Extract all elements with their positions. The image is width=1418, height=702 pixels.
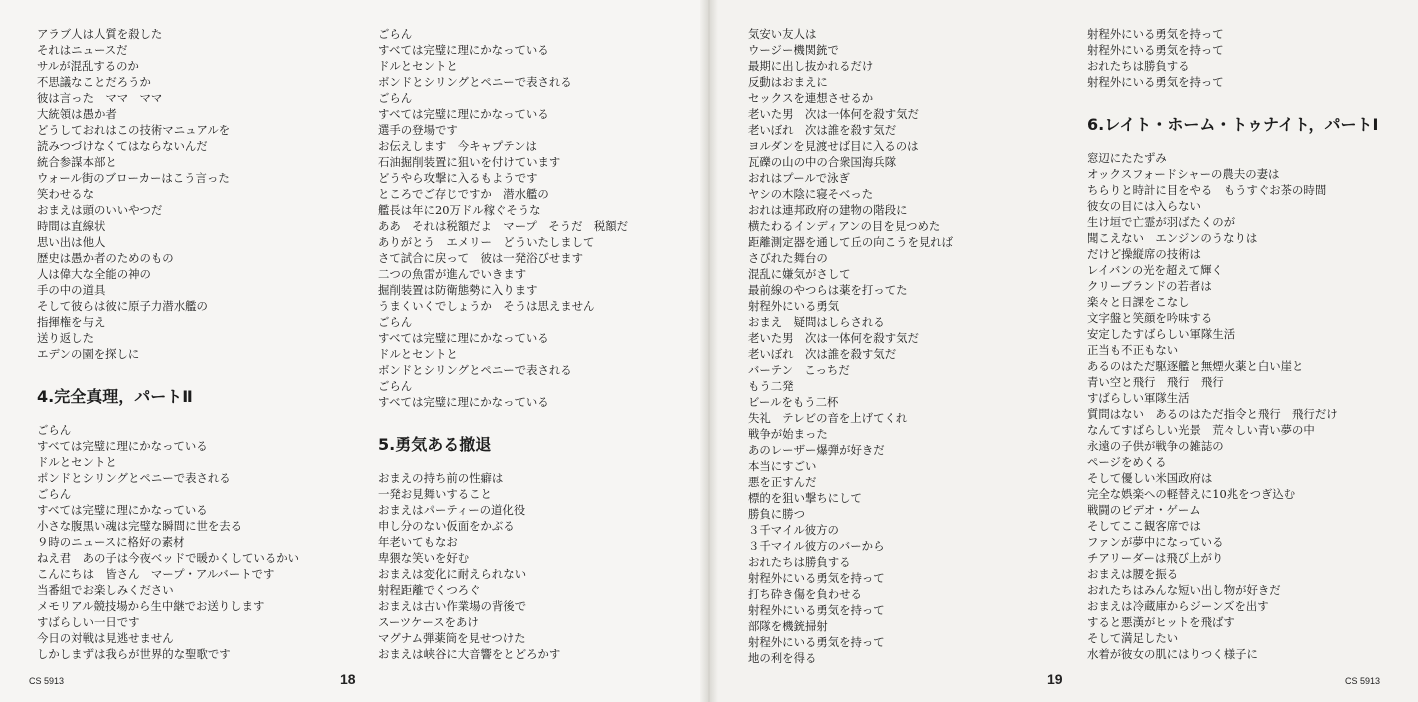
lyric-line: 正当も不正もない <box>1087 343 1179 357</box>
lyric-line: 射程距離でくつろぐ <box>378 583 481 597</box>
lyric-line: 今日の対戦は見逃せません <box>37 631 174 645</box>
lyric-line: ウォール街のブローカーはこう言った <box>37 171 230 185</box>
lyric-line: 射程外にいる勇気を持って <box>748 603 885 617</box>
lyric-line: ああ それは税額だよ マープ そうだ 税額だ <box>378 219 629 233</box>
lyric-line: 青い空と飛行 飛行 飛行 <box>1087 375 1224 389</box>
lyric-line: 射程外にいる勇気を持って <box>1087 27 1224 41</box>
lyric-line: 読みつづけなくてはならないんだ <box>37 139 208 153</box>
lyric-line: 一発お見舞いすること <box>378 487 492 501</box>
lyric-line: ドルとセントと <box>378 347 458 361</box>
lyric-line: 打ち砕き傷を負わせる <box>748 587 862 601</box>
lyric-line: うまくいくでしょうか そうは思えません <box>378 299 595 313</box>
lyric-line: ３千マイル彼方のバーから <box>748 539 885 553</box>
lyric-line: ボンドとシリングとペニーで表される <box>378 75 572 89</box>
lyric-line: 窓辺にたたずみ <box>1087 151 1167 165</box>
lyric-line: おれたちは勝負する <box>1087 59 1190 73</box>
lyric-line: 歴史は愚か者のためのもの <box>37 251 174 265</box>
lyric-line: おまえ 疑問はしらされる <box>748 315 885 329</box>
lyric-line: ３千マイル彼方の <box>748 523 839 537</box>
lyric-line: あるのはただ駆逐艦と無煙火薬と白い崖と <box>1087 359 1304 373</box>
lyric-line: 本当にすごい <box>748 459 817 473</box>
lyric-line: すべては完璧に理にかなっている <box>378 395 549 409</box>
song-title: 6.レイト・ホーム・トゥナイト，パートⅠ <box>1087 115 1379 134</box>
lyric-line: 横たわるインディアンの目を見つめた <box>748 219 941 233</box>
lyric-line: エデンの園を探しに <box>37 347 140 361</box>
lyric-line: おまえは冷蔵庫からジーンズを出す <box>1087 599 1269 613</box>
lyric-line: すばらしい一日です <box>37 615 140 629</box>
lyric-line: 最期に出し抜かれるだけ <box>748 59 874 73</box>
lyric-line: もう二発 <box>748 379 794 393</box>
lyric-line: 小さな腹黒い魂は完璧な瞬間に世を去る <box>37 519 243 533</box>
lyric-line: ポンドとシリングとペニーで表される <box>37 471 231 485</box>
lyric-line: すべては完璧に理にかなっている <box>37 439 208 453</box>
section-gap <box>1087 136 1378 150</box>
lyric-line: 統合参謀本部と <box>37 155 117 169</box>
lyric-line: 思い出は他人 <box>37 235 106 249</box>
lyric-line: 老いた男 次は一体何を殺す気だ <box>748 331 919 345</box>
lyric-line: メモリアル競技場から生中継でお送りします <box>37 599 265 613</box>
lyric-line: 楽々と日課をこなし <box>1087 295 1190 309</box>
lyric-line: 射程外にいる勇気を持って <box>1087 43 1224 57</box>
lyric-line: お伝えします 今キャプテンは <box>378 139 537 153</box>
lyric-line: バーテン こっちだ <box>748 363 850 377</box>
lyric-line: 安定したすばらしい軍隊生活 <box>1087 327 1236 341</box>
lyric-line: 標的を狙い撃ちにして <box>748 491 862 505</box>
lyric-line: 大統領は愚か者 <box>37 107 117 121</box>
page-number-right: 19 <box>1047 671 1063 687</box>
lyric-line: おまえは古い作業場の背後で <box>378 599 527 613</box>
lyric-line: ドルとセントと <box>378 59 458 73</box>
lyric-line: 送り返した <box>37 331 94 345</box>
lyric-line: 質問はない あるのはただ指令と飛行 飛行だけ <box>1087 407 1338 421</box>
lyric-line: 勝負に勝つ <box>748 507 805 521</box>
lyric-line: 戦争が始まった <box>748 427 828 441</box>
section-gap <box>37 362 299 386</box>
lyrics-column-4 <box>1087 26 1378 662</box>
lyric-line: なんてすばらしい光景 荒々しい青い夢の中 <box>1087 423 1315 437</box>
lyric-line: 老いぼれ 次は誰を殺す気だ <box>748 347 897 361</box>
lyric-line: 射程外にいる勇気を持って <box>748 635 885 649</box>
lyric-line: おれたちは勝負する <box>748 555 851 569</box>
lyric-line: レイバンの光を超えて輝く <box>1087 263 1223 277</box>
lyric-line: どうやら攻撃に入るもようです <box>378 171 538 185</box>
lyric-line: ねえ君 あの子は今夜ベッドで暖かくしているかい <box>37 551 299 565</box>
lyric-line: ごらん <box>378 379 413 393</box>
lyric-line: 老いぼれ 次は誰を殺す気だ <box>748 123 897 137</box>
lyric-line: サルが混乱するのか <box>37 59 139 73</box>
lyric-line: 笑わせるな <box>37 187 94 201</box>
lyric-line: そして優しい米国政府は <box>1087 471 1213 485</box>
lyric-line: おまえは腰を振る <box>1087 567 1179 581</box>
lyric-line: 永遠の子供が戦争の雑誌の <box>1087 439 1224 453</box>
lyric-line: 文字盤と笑顔を吟味する <box>1087 311 1213 325</box>
lyric-line: クリーブランドの若者は <box>1087 279 1212 293</box>
lyric-line: すべては完璧に理にかなっている <box>37 503 208 517</box>
lyric-line: 気安い友人は <box>748 27 817 41</box>
lyric-line: ボンドとシリングとペニーで表される <box>378 363 572 377</box>
lyric-line: マグナム弾薬筒を見せつけた <box>378 631 526 645</box>
lyric-line: ごらん <box>37 487 72 501</box>
catalog-code-left: CS 5913 <box>29 676 65 686</box>
section-gap <box>1087 90 1378 114</box>
lyrics-column-1 <box>37 26 299 662</box>
lyric-line: ヤシの木陰に寝そべった <box>748 187 874 201</box>
lyric-line: どうしておれはこの技術マニュアルを <box>37 123 231 137</box>
lyric-line: あのレーザー爆弾が好きだ <box>748 443 885 457</box>
lyric-line: 反動はおまえに <box>748 75 828 89</box>
lyric-line: 石油掘削装置に狙いを付けています <box>378 155 561 169</box>
lyric-line: そしてここ観客席では <box>1087 519 1201 533</box>
lyric-line: 混乱に嫌気がさして <box>748 267 851 281</box>
section-gap <box>378 410 628 434</box>
lyric-line: おまえは峡谷に大音響をとどろかす <box>378 647 561 661</box>
lyric-line: 老いた男 次は一体何を殺す気だ <box>748 107 919 121</box>
lyric-line: 彼女の目には入らない <box>1087 199 1201 213</box>
lyric-line: 手の中の道具 <box>37 283 106 297</box>
lyric-line: ところでご存じですか 潜水艦の <box>378 187 549 201</box>
song-title: 5.勇気ある撤退 <box>378 435 492 454</box>
lyric-line: すると悪漢がヒットを飛ばす <box>1087 615 1235 629</box>
lyric-line: しかしまずは我らが世界的な聖歌です <box>37 647 231 661</box>
lyric-line: スーツケースをあけ <box>378 615 479 629</box>
lyric-line: 生け垣で亡霊が羽ばたくのが <box>1087 215 1236 229</box>
lyric-line: おまえの持ち前の性癖は <box>378 471 504 485</box>
song-title: 4.完全真理，パートⅡ <box>37 387 193 406</box>
lyric-line: ファンが夢中になっている <box>1087 535 1224 549</box>
lyric-line: 時間は直線状 <box>37 219 106 233</box>
lyric-line: 彼は言った ママ ママ <box>37 91 163 105</box>
lyric-line: ドルとセントと <box>37 455 117 469</box>
lyric-line: 当番組でお楽しみください <box>37 583 174 597</box>
lyric-line: 戦闘のビデオ・ゲーム <box>1087 503 1201 517</box>
lyric-line: おまえはパーティーの道化役 <box>378 503 526 517</box>
lyrics-column-3 <box>748 26 953 666</box>
lyric-line: おれは連邦政府の建物の階段に <box>748 203 908 217</box>
lyric-line: 距離測定器を通して丘の向こうを見れば <box>748 235 954 249</box>
page-number-left: 18 <box>340 671 356 687</box>
lyric-line: 完全な娯楽への軽替えに10兆をつぎ込む <box>1087 487 1296 501</box>
lyric-line: 射程外にいる勇気を持って <box>748 571 885 585</box>
section-gap <box>37 408 299 422</box>
lyric-line: そして彼らは彼に原子力潜水艦の <box>37 299 208 313</box>
lyric-line: それはニュースだ <box>37 43 128 57</box>
lyric-line: 卑猥な笑いを好む <box>378 551 470 565</box>
lyric-line: ありがとう エメリー どういたしまして <box>378 235 595 249</box>
section-gap <box>378 456 628 470</box>
lyric-line: すべては完璧に理にかなっている <box>378 43 549 57</box>
lyric-line: ちらりと時計に目をやる もうすぐお茶の時間 <box>1087 183 1327 197</box>
lyric-line: すべては完璧に理にかなっている <box>378 331 549 345</box>
lyric-line: 瓦礫の山の中の合衆国海兵隊 <box>748 155 897 169</box>
lyric-line: 部隊を機銃掃射 <box>748 619 828 633</box>
lyric-line: おれはプールで泳ぎ <box>748 171 850 185</box>
book-gutter <box>700 0 718 702</box>
lyric-line: さて試合に戻って 彼は一発浴びせます <box>378 251 584 265</box>
lyrics-column-2 <box>378 26 628 662</box>
lyric-line: すべては完璧に理にかなっている <box>378 107 549 121</box>
lyric-line: ごらん <box>378 27 413 41</box>
lyric-line: 年老いてもなお <box>378 535 458 549</box>
lyric-line: 射程外にいる勇気を持って <box>1087 75 1224 89</box>
lyric-line: だけど操縦席の技術は <box>1087 247 1201 261</box>
lyric-line: 聞こえない エンジンのうなりは <box>1087 231 1258 245</box>
lyric-line: 地の利を得る <box>748 651 817 665</box>
lyric-line: オックスフォードシャーの農夫の妻は <box>1087 167 1280 181</box>
lyric-line: こんにちは 皆さん マープ・アルバートです <box>37 567 275 581</box>
lyric-line: アラブ人は人質を殺した <box>37 27 163 41</box>
lyric-line: さびれた舞台の <box>748 251 828 265</box>
lyric-line: チアリーダーは飛び上がり <box>1087 551 1224 565</box>
lyric-line: おまえは変化に耐えられない <box>378 567 527 581</box>
lyric-line: ごらん <box>378 315 413 329</box>
lyric-line: 選手の登場です <box>378 123 458 137</box>
lyric-line: 射程外にいる勇気 <box>748 299 840 313</box>
lyric-line: 悪を正すんだ <box>748 475 817 489</box>
catalog-code-right: CS 5913 <box>1345 676 1381 686</box>
lyric-line: ページをめくる <box>1087 455 1167 469</box>
lyric-line: ９時のニュースに格好の素材 <box>37 535 185 549</box>
lyric-line: ごらん <box>378 91 413 105</box>
lyric-line: 最前線のやつらは薬を打ってた <box>748 283 908 297</box>
lyric-line: ヨルダンを見渡せば目に入るのは <box>748 139 919 153</box>
lyric-line: そして満足したい <box>1087 631 1179 645</box>
lyric-line: 水着が彼女の肌にはりつく様子に <box>1087 647 1258 661</box>
lyric-line: セックスを連想させるか <box>748 91 874 105</box>
lyric-line: 指揮権を与え <box>37 315 106 329</box>
lyric-line: ビールをもう二杯 <box>748 395 839 409</box>
lyric-line: ウージー機関銃で <box>748 43 839 57</box>
lyric-line: 艦長は年に20万ドル稼ぐそうな <box>378 203 541 217</box>
lyric-line: 不思議なことだろうか <box>37 75 151 89</box>
lyric-line: おれたちはみんな短い出し物が好きだ <box>1087 583 1281 597</box>
lyric-line: 申し分のない仮面をかぶる <box>378 519 515 533</box>
lyric-line: おまえは頭のいいやつだ <box>37 203 163 217</box>
lyric-line: 失礼 テレビの音を上げてくれ <box>748 411 908 425</box>
lyric-line: 二つの魚雷が進んでいきます <box>378 267 527 281</box>
lyric-line: すばらしい軍隊生活 <box>1087 391 1190 405</box>
lyric-line: 掘削装置は防衛態勢に入ります <box>378 283 538 297</box>
lyric-line: ごらん <box>37 423 72 437</box>
lyric-line: 人は偉大な全能の神の <box>37 267 151 281</box>
